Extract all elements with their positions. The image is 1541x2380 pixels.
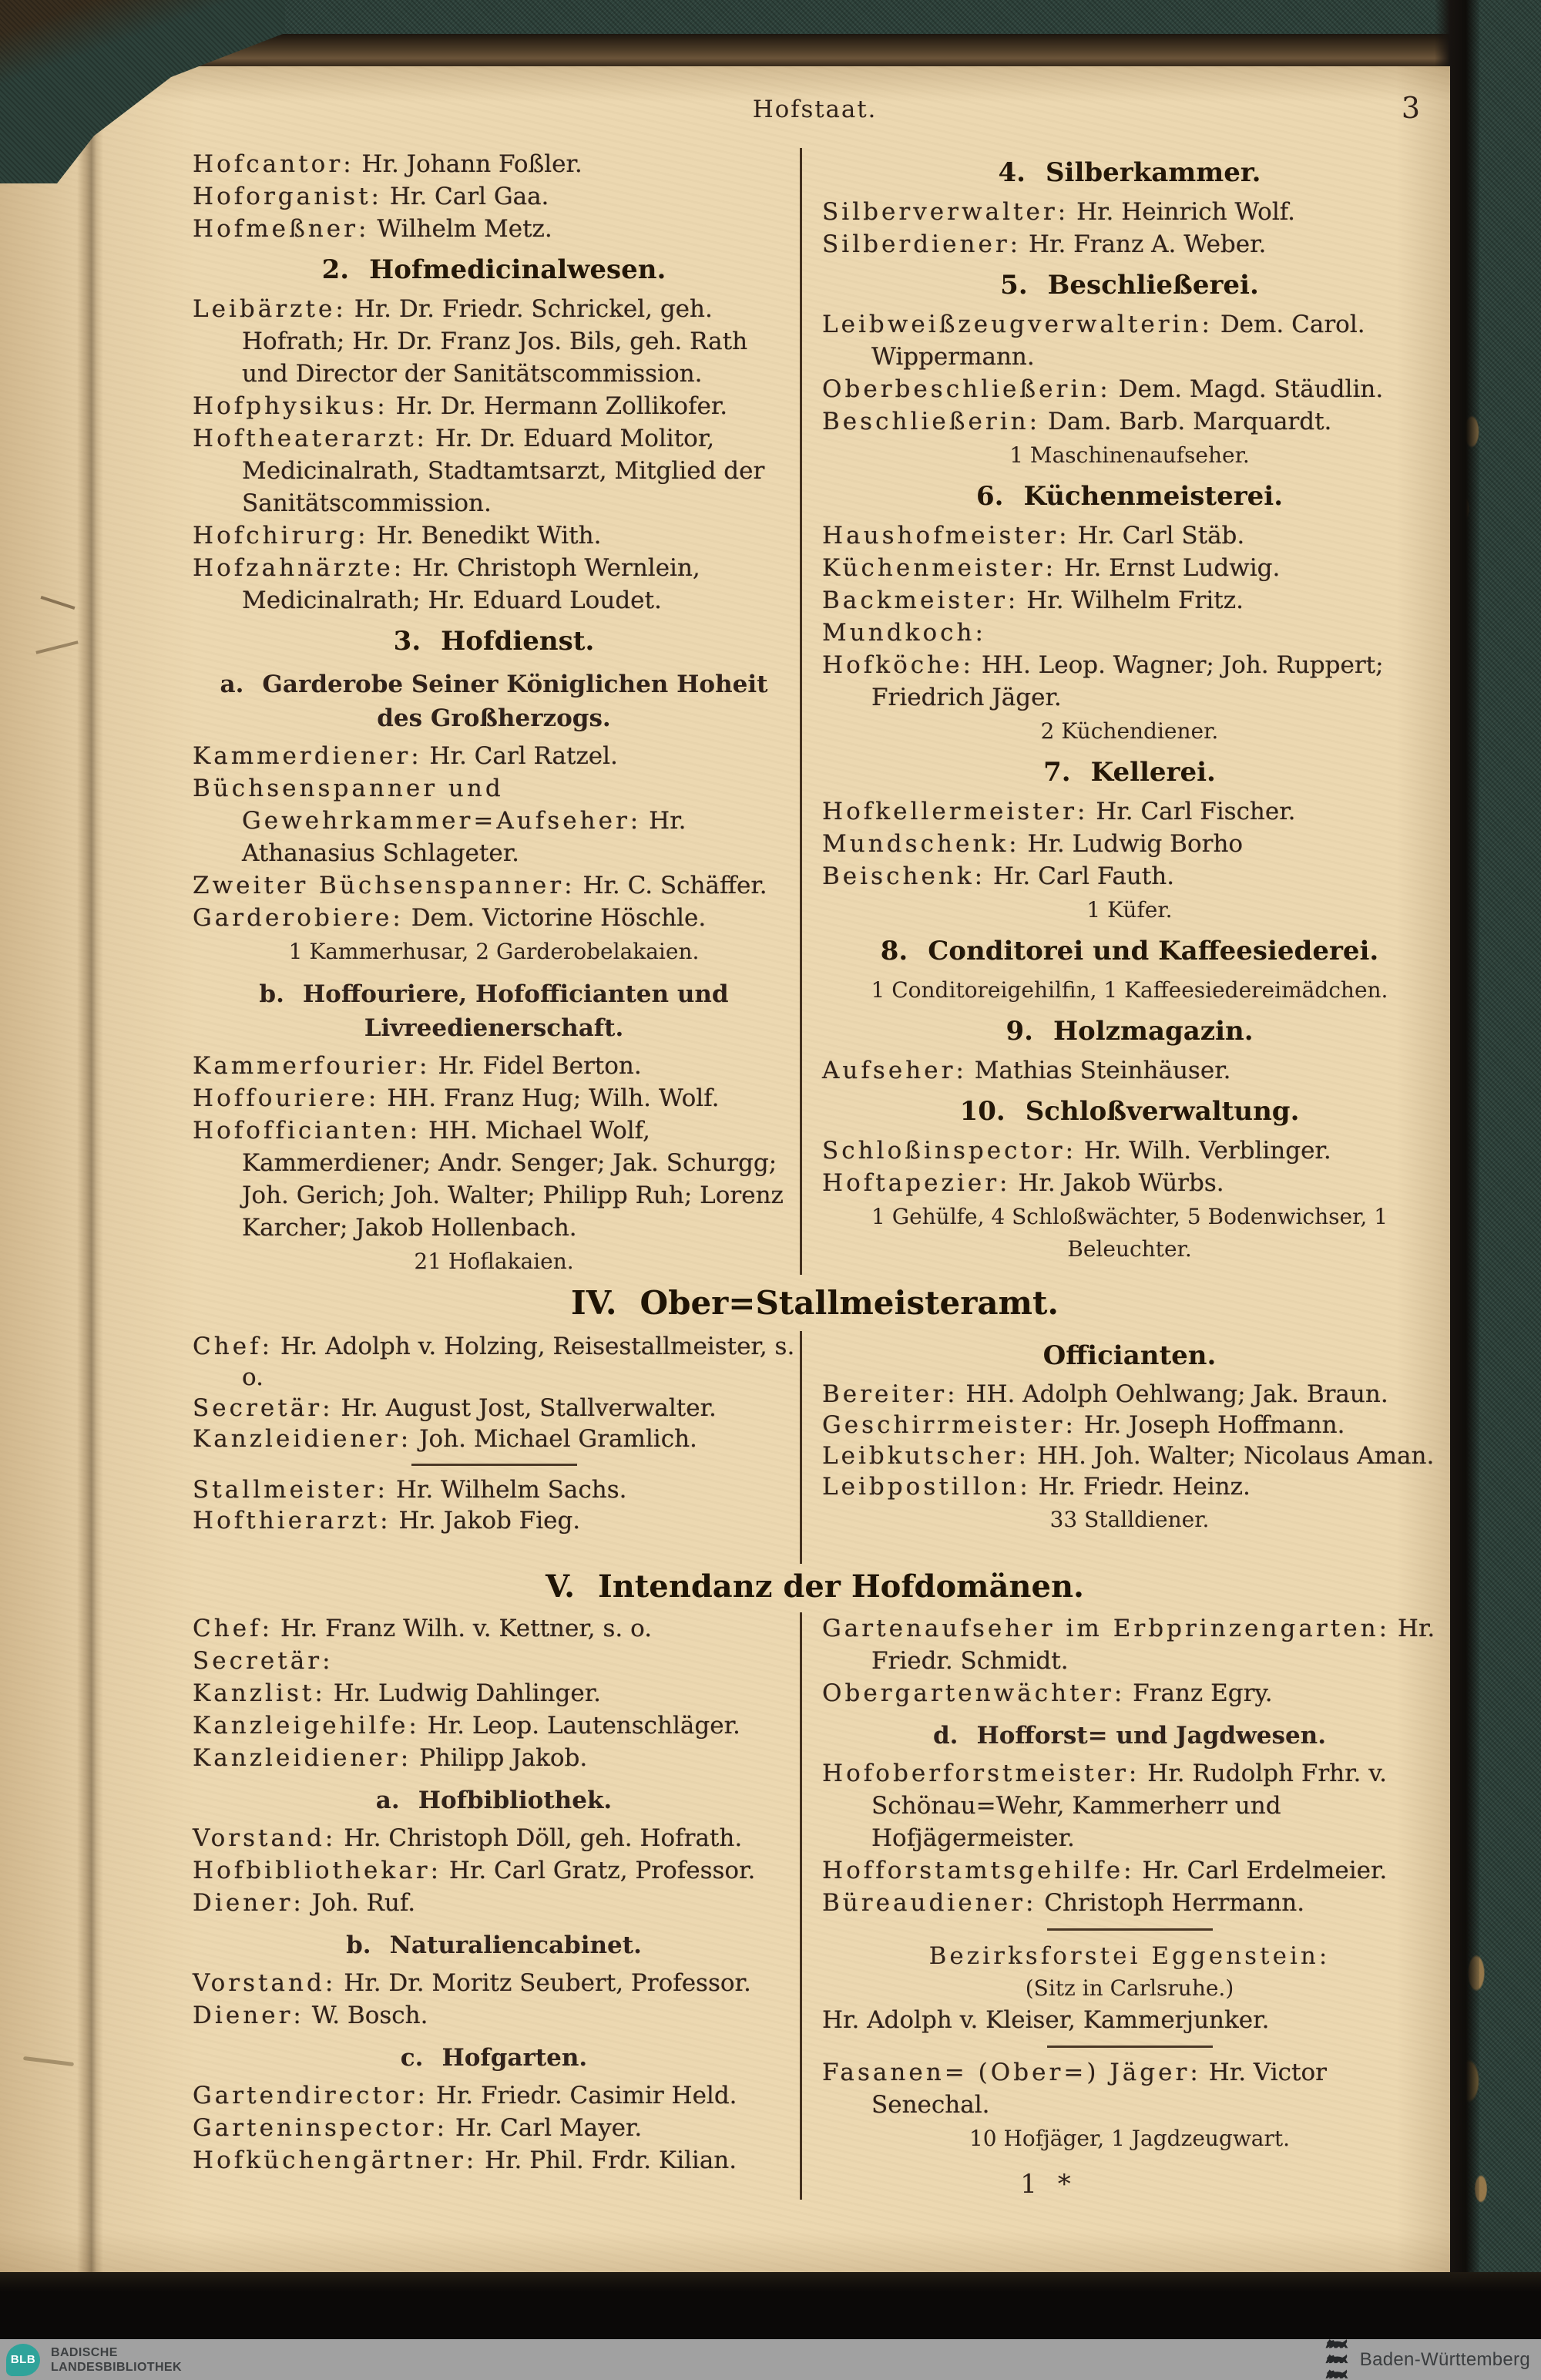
section-title: Holzmagazin.: [1053, 1016, 1254, 1047]
section-heading: [822, 1339, 1437, 1373]
person-value: Hr. Friedr. Heinz.: [1038, 1473, 1251, 1501]
role-label: Kanzleidiener:: [193, 1744, 412, 1772]
role-label: Hoftheaterarzt:: [193, 425, 428, 452]
section-number: 6.: [975, 481, 1004, 512]
person-value: Hr. Athanasius Schlageter.: [242, 807, 687, 867]
directory-entry: [822, 373, 1437, 405]
role-label: Hoftapezier:: [822, 1169, 1011, 1197]
role-label: Mundschenk:: [822, 830, 1020, 858]
role-label: Hofthierarzt:: [193, 1507, 391, 1535]
directory-entry: [193, 1331, 795, 1393]
person-value: Hr. Carl Mayer.: [455, 2114, 643, 2142]
centered-line: Bezirksforstei Eggenstein:: [928, 1942, 1331, 1970]
person-value: Hr. Christoph Döll, geh. Hofrath.: [344, 1824, 743, 1852]
role-label: Hofoberforstmeister:: [822, 1760, 1140, 1787]
section-title: Hofmedicinalwesen.: [369, 254, 666, 285]
role-label: Diener:: [193, 2002, 304, 2029]
role-label: Silberverwalter:: [822, 198, 1069, 226]
role-label: Fasanen= (Ober=) Jäger:: [822, 2059, 1201, 2086]
person-value: Joh. Michael Gramlich.: [419, 1425, 697, 1453]
role-label: Garderobiere:: [193, 904, 404, 932]
directory-entry: [193, 1854, 795, 1887]
section-title: Kellerei.: [1090, 757, 1216, 788]
directory-entry: [193, 1709, 795, 1742]
major-section-heading: [193, 1564, 1437, 1612]
role-label: Hofküchengärtner:: [193, 2146, 478, 2174]
library-name-line2: LANDESBIBLIOTHEK: [51, 2360, 182, 2374]
section-title: Conditorei und Kaffeesiederei.: [928, 936, 1379, 966]
role-label: Obergartenwächter:: [822, 1679, 1126, 1707]
directory-entry: [193, 422, 795, 519]
directory-entry: [193, 1393, 795, 1424]
role-label: Leibärzte:: [193, 295, 347, 323]
role-label: Chef:: [193, 1333, 274, 1360]
role-label: Kammerfourier:: [193, 1052, 431, 1080]
section-heading: [822, 934, 1437, 968]
separator-rule: [1047, 1928, 1213, 1931]
directory-entry: [822, 1854, 1437, 1887]
directory-entry: [193, 1050, 795, 1082]
person-value: Hr. Joseph Hoffmann.: [1083, 1411, 1345, 1439]
right-column: [802, 1331, 1437, 1564]
person-value: Hr. Adolph v. Kleiser, Kammerjunker.: [822, 2006, 1270, 2034]
role-label: Chef:: [193, 1615, 274, 1642]
directory-entry: [822, 860, 1437, 892]
directory-entry: [193, 1505, 795, 1536]
directory-entry: [822, 1054, 1437, 1087]
directory-entry: [822, 1677, 1437, 1709]
section-title: Hofbibliothek.: [418, 1787, 613, 1814]
directory-entry: [822, 649, 1437, 714]
section-title: Hofdienst.: [441, 626, 595, 657]
directory-entry: [822, 405, 1437, 438]
directory-entry: [193, 740, 795, 772]
role-label: Haushofmeister:: [822, 522, 1070, 550]
separator-rule: [411, 1464, 577, 1466]
role-label: Hofmeßner:: [193, 215, 370, 243]
directory-entry: [193, 1424, 795, 1454]
two-column-band: [193, 148, 1437, 1275]
person-value: Hr. Carl Fischer.: [1096, 798, 1296, 825]
ink-smudge: [35, 640, 78, 654]
library-name: [51, 2345, 182, 2375]
directory-entry: [193, 1645, 795, 1677]
right-column: [802, 148, 1437, 1275]
role-label: Hofofficianten:: [193, 1117, 421, 1145]
person-value: Hr. Dr. Friedr. Schrickel, geh. Hofrath; Hr. Dr. Franz Jos. Bils, geh. Rath und Director der Sanitätscommission.: [242, 295, 748, 388]
section-number: b.: [346, 1931, 371, 1959]
directory-entry: [822, 1471, 1437, 1502]
directory-entry: [193, 2079, 795, 2112]
subsection-heading: [216, 977, 772, 1045]
person-value: Hr. Ernst Ludwig.: [1064, 554, 1281, 582]
person-value: Hr. Johann Foßler.: [361, 150, 582, 178]
person-value: Hr. Carl Gaa.: [389, 183, 549, 210]
person-value: HH. Adolph Oehlwang; Jak. Braun.: [965, 1380, 1388, 1408]
centered-line: (Sitz in Carlsruhe.): [1025, 1975, 1234, 2001]
section-number: b.: [259, 980, 284, 1008]
role-label: Secretär:: [193, 1394, 334, 1422]
left-column: [193, 1612, 795, 2200]
section-title: Beschließerei.: [1047, 270, 1259, 301]
role-label: Diener:: [193, 1889, 304, 1917]
subsection-heading: [216, 667, 772, 735]
left-column: [193, 1331, 795, 1564]
person-value: Hr. Carl Ratzel.: [429, 742, 618, 770]
directory-entry: [822, 1887, 1437, 1919]
directory-entry: [193, 1474, 795, 1505]
person-value: Hr. Carl Gratz, Professor.: [448, 1857, 756, 1884]
text-block: [193, 91, 1437, 2200]
role-label: Hofchirurg:: [193, 522, 369, 550]
directory-entry: [822, 196, 1437, 228]
section-title: Hoffouriere, Hofofficianten und Livreedienerschaft.: [302, 980, 729, 1042]
person-value: Philipp Jakob.: [419, 1744, 588, 1772]
person-value: HH. Franz Hug; Wilh. Wolf.: [387, 1084, 720, 1112]
role-label: Kanzlist:: [193, 1679, 326, 1707]
staff-count-note: 1 Kammerhusar, 2 Garderobelakaien.: [288, 939, 700, 964]
person-value: HH. Joh. Walter; Nicolaus Aman.: [1037, 1442, 1435, 1470]
role-label: Kammerdiener:: [193, 742, 422, 770]
directory-entry: [193, 1677, 795, 1709]
two-column-band: [193, 1612, 1437, 2200]
section-heading: [822, 156, 1437, 190]
role-label: Oberbeschließerin:: [822, 375, 1111, 403]
directory-entry: [822, 1757, 1437, 1854]
person-value: Hr. Adolph v. Holzing, Reisestallmeister, s. o.: [242, 1333, 795, 1391]
section-number: 9.: [1006, 1016, 1033, 1047]
right-column: [802, 1612, 1437, 2200]
directory-entry: [193, 772, 795, 869]
role-label: Hofköche:: [822, 651, 975, 679]
major-section-numeral: IV.: [570, 1284, 617, 1322]
major-section-title: Intendanz der Hofdomänen.: [598, 1568, 1084, 1605]
running-title: Hofstaat.: [752, 96, 878, 123]
section-title: Officianten.: [1042, 1340, 1217, 1371]
directory-entry: [193, 552, 795, 617]
major-section-numeral: V.: [546, 1568, 576, 1605]
directory-entry: [193, 2144, 795, 2177]
directory-entry: [193, 869, 795, 902]
scan-bottom-shadow: [0, 2272, 1541, 2339]
role-label: Hofforstamtsgehilfe:: [822, 1857, 1135, 1884]
person-value: Hr. Friedr. Casimir Held.: [435, 2082, 737, 2109]
role-label: Vorstand:: [193, 1969, 337, 1997]
directory-entry: [193, 1742, 795, 1774]
role-label: Küchenmeister:: [822, 554, 1057, 582]
page-header: [193, 91, 1437, 148]
person-value: Dem. Magd. Stäudlin.: [1118, 375, 1384, 403]
directory-entry: [193, 390, 795, 422]
section-title: Küchenmeisterei.: [1023, 481, 1284, 512]
section-number: 5.: [1000, 270, 1028, 301]
digitization-footer-bar: [0, 2339, 1541, 2380]
directory-entry: [822, 308, 1437, 373]
directory-entry: [193, 1114, 795, 1244]
person-value: Hr. Fidel Berton.: [438, 1052, 642, 1080]
section-heading: [822, 755, 1437, 789]
role-label: Beischenk:: [822, 862, 986, 890]
section-title: Garderobe Seiner Königlichen Hoheit des Großherzogs.: [262, 671, 768, 732]
role-label: Garteninspector:: [193, 2114, 448, 2142]
directory-entry: [193, 180, 795, 213]
section-title: Hofforst= und Jagdwesen.: [976, 1722, 1326, 1750]
directory-entry: [822, 2004, 1437, 2036]
section-number: 8.: [880, 936, 908, 966]
role-label: Zweiter Büchsenspanner:: [193, 872, 576, 899]
role-label: Bereiter:: [822, 1380, 959, 1408]
person-value: Joh. Ruf.: [311, 1889, 416, 1917]
person-value: Hr. Friedr. Schmidt.: [871, 1615, 1435, 1675]
section-number: d.: [933, 1722, 959, 1750]
section-title: Hofgarten.: [441, 2044, 588, 2072]
staff-count-note: 1 Küfer.: [1086, 897, 1173, 923]
person-value: Hr. Jakob Würbs.: [1018, 1169, 1224, 1197]
person-value: Mathias Steinhäuser.: [974, 1057, 1231, 1084]
role-label: Leibpostillon:: [822, 1473, 1031, 1501]
directory-entry: [193, 2112, 795, 2144]
person-value: Hr. Wilh. Verblinger.: [1083, 1137, 1331, 1165]
section-number: c.: [400, 2044, 424, 2072]
page-paper: [0, 66, 1450, 2278]
person-value: Christoph Herrmann.: [1044, 1889, 1305, 1917]
directory-entry: [822, 228, 1437, 261]
person-value: Hr. Ludwig Dahlinger.: [333, 1679, 601, 1707]
section-heading: [822, 479, 1437, 513]
person-value: Dem. Victorine Höschle.: [411, 904, 707, 932]
directory-entry: [822, 1135, 1437, 1167]
section-heading: [193, 253, 795, 287]
section-title: Naturaliencabinet.: [389, 1931, 642, 1959]
library-name-line1: BADISCHE: [51, 2345, 118, 2359]
person-value: Hr. Ludwig Borho: [1027, 830, 1244, 858]
person-value: Hr. Dr. Eduard Molitor, Medicinalrath, Stadtamtsarzt, Mitglied der Sanitätscommission.: [242, 425, 765, 517]
role-label: Hofzahnärzte:: [193, 554, 405, 582]
person-value: Hr. Victor Senechal.: [871, 2059, 1327, 2119]
gutter-crease: [77, 66, 103, 2278]
directory-entry: [822, 617, 1437, 649]
person-value: Hr. Phil. Frdr. Kilian.: [485, 2146, 737, 2174]
person-value: Hr. Christoph Wernlein, Medicinalrath; Hr. Eduard Loudet.: [242, 554, 700, 614]
role-label: Geschirrmeister:: [822, 1411, 1077, 1439]
section-number: a.: [220, 671, 244, 698]
person-value: Wilhelm Metz.: [377, 215, 552, 243]
staff-count-note: 21 Hoflakaien.: [414, 1249, 574, 1274]
role-label: Mundkoch:: [822, 619, 987, 647]
role-label: Hoforganist:: [193, 183, 383, 210]
two-column-band: [193, 1331, 1437, 1564]
person-value: Hr. Franz A. Weber.: [1029, 230, 1267, 258]
directory-entry: [193, 1822, 795, 1854]
section-heading: [822, 1014, 1437, 1048]
role-label: Hofphysikus:: [193, 392, 388, 420]
role-label: Hofkellermeister:: [822, 798, 1089, 825]
person-value: Hr. Jakob Fieg.: [398, 1507, 581, 1535]
subsection-heading: [216, 1783, 772, 1817]
role-label: Leibweißzeugverwalterin:: [822, 311, 1213, 338]
staff-count-note: 10 Hofjäger, 1 Jagdzeugwart.: [969, 2126, 1291, 2151]
role-label: Schloßinspector:: [822, 1137, 1077, 1165]
subsection-heading: [845, 1719, 1414, 1753]
major-section-heading: [193, 1275, 1437, 1331]
section-number: 4.: [998, 157, 1026, 188]
role-label: Gartendirector:: [193, 2082, 428, 2109]
directory-entry: [822, 552, 1437, 584]
directory-entry: [822, 828, 1437, 860]
baden-wuerttemberg-coat-of-arms-icon: [1323, 2338, 1351, 2380]
staff-count-note: 1 Maschinenaufseher.: [1009, 442, 1250, 468]
directory-entry: [193, 1967, 795, 1999]
role-label: Aufseher:: [822, 1057, 967, 1084]
directory-entry: [822, 584, 1437, 617]
role-label: Stallmeister:: [193, 1476, 389, 1504]
directory-entry: [193, 148, 795, 180]
directory-entry: [193, 1999, 795, 2032]
directory-entry: [193, 519, 795, 552]
role-label: Backmeister:: [822, 587, 1019, 614]
directory-entry: [193, 1082, 795, 1114]
section-heading: [822, 1094, 1437, 1128]
role-label: Büchsenspanner und Gewehrkammer=Aufseher:: [193, 775, 642, 835]
subsection-heading: [216, 2041, 772, 2075]
person-value: Franz Egry.: [1133, 1679, 1273, 1707]
person-value: Dem. Carol. Wippermann.: [871, 311, 1365, 371]
directory-entry: [822, 795, 1437, 828]
role-label: Vorstand:: [193, 1824, 337, 1852]
directory-entry: [822, 2056, 1437, 2121]
person-value: Hr. Carl Stäb.: [1077, 522, 1245, 550]
directory-entry: [822, 1440, 1437, 1471]
section-title: Silberkammer.: [1045, 157, 1261, 188]
section-title: Schloßverwaltung.: [1025, 1096, 1300, 1127]
section-heading: [193, 624, 795, 658]
role-label: Gartenaufseher im Erbprinzengarten:: [822, 1615, 1391, 1642]
person-value: Hr. Carl Erdelmeier.: [1142, 1857, 1388, 1884]
blb-logo-icon: BLB: [6, 2344, 40, 2376]
role-label: Leibkutscher:: [822, 1442, 1030, 1470]
staff-count-note: 1 Gehülfe, 4 Schloßwächter, 5 Bodenwichser, 1 Beleuchter.: [871, 1204, 1388, 1262]
person-value: Hr. August Jost, Stallverwalter.: [341, 1394, 717, 1422]
person-value: Dam. Barb. Marquardt.: [1048, 408, 1332, 435]
section-heading: [822, 268, 1437, 302]
role-label: Silberdiener:: [822, 230, 1022, 258]
state-branding: [1323, 2338, 1530, 2380]
ink-smudge: [41, 596, 76, 610]
page-number: 3: [1401, 91, 1420, 125]
role-label: Büreaudiener:: [822, 1889, 1037, 1917]
directory-entry: [193, 1612, 795, 1645]
person-value: W. Bosch.: [311, 2002, 428, 2029]
person-value: Hr. Leop. Lautenschläger.: [427, 1712, 740, 1740]
directory-entry: [822, 1167, 1437, 1199]
section-number: 2.: [321, 254, 350, 285]
person-value: Hr. C. Schäffer.: [582, 872, 767, 899]
directory-entry: [822, 1379, 1437, 1410]
role-label: Hoffouriere:: [193, 1084, 380, 1112]
role-label: Beschließerin:: [822, 408, 1041, 435]
person-value: Hr. Heinrich Wolf.: [1076, 198, 1295, 226]
person-value: Hr. Benedikt With.: [376, 522, 602, 550]
paper-tear-mark: [23, 2056, 74, 2066]
section-number: 3.: [393, 626, 421, 657]
role-label: Kanzleidiener:: [193, 1425, 412, 1453]
person-value: Hr. Wilhelm Sachs.: [395, 1476, 627, 1504]
signature-mark: 1 *: [1020, 2169, 1077, 2200]
subsection-heading: [216, 1928, 772, 1962]
person-value: Hr. Dr. Hermann Zollikofer.: [395, 392, 728, 420]
staff-count-note: 2 Küchendiener.: [1040, 718, 1219, 744]
role-label: Hofcantor:: [193, 150, 354, 178]
role-label: Hofbibliothekar:: [193, 1857, 442, 1884]
person-value: HH. Michael Wolf, Kammerdiener; Andr. Senger; Jak. Schurgg; Joh. Gerich; Joh. Walter; Philipp Ruh; Lorenz Karcher; Jakob Hollenbach.: [242, 1117, 784, 1242]
person-value: Hr. Dr. Moritz Seubert, Professor.: [344, 1969, 751, 1997]
role-label: Kanzleigehilfe:: [193, 1712, 420, 1740]
role-label: Secretär:: [193, 1647, 334, 1675]
library-branding: [6, 2344, 182, 2376]
person-value: HH. Leop. Wagner; Joh. Ruppert; Friedrich Jäger.: [871, 651, 1384, 711]
section-number: 10.: [959, 1096, 1006, 1127]
person-value: Hr. Carl Fauth.: [992, 862, 1175, 890]
person-value: Hr. Franz Wilh. v. Kettner, s. o.: [280, 1615, 653, 1642]
major-section-title: Ober=Stallmeisteramt.: [640, 1284, 1059, 1322]
person-value: Hr. Wilhelm Fritz.: [1026, 587, 1244, 614]
section-number: 7.: [1043, 757, 1071, 788]
directory-entry: [822, 1612, 1437, 1677]
section-number: a.: [375, 1787, 400, 1814]
left-column: [193, 148, 795, 1275]
directory-entry: [822, 519, 1437, 552]
directory-entry: [193, 213, 795, 245]
person-value: Hr. Rudolph Frhr. v. Schönau=Wehr, Kammerherr und Hofjägermeister.: [871, 1760, 1387, 1852]
state-name: Baden-Württemberg: [1359, 2348, 1530, 2370]
staff-count-note: 33 Stalldiener.: [1049, 1507, 1210, 1532]
directory-entry: [193, 1887, 795, 1919]
directory-entry: [822, 1410, 1437, 1440]
directory-entry: [193, 293, 795, 390]
staff-count-note: 1 Conditoreigehilfin, 1 Kaffeesiedereimädchen.: [871, 977, 1388, 1003]
separator-rule: [1047, 2046, 1213, 2048]
directory-entry: [193, 902, 795, 934]
